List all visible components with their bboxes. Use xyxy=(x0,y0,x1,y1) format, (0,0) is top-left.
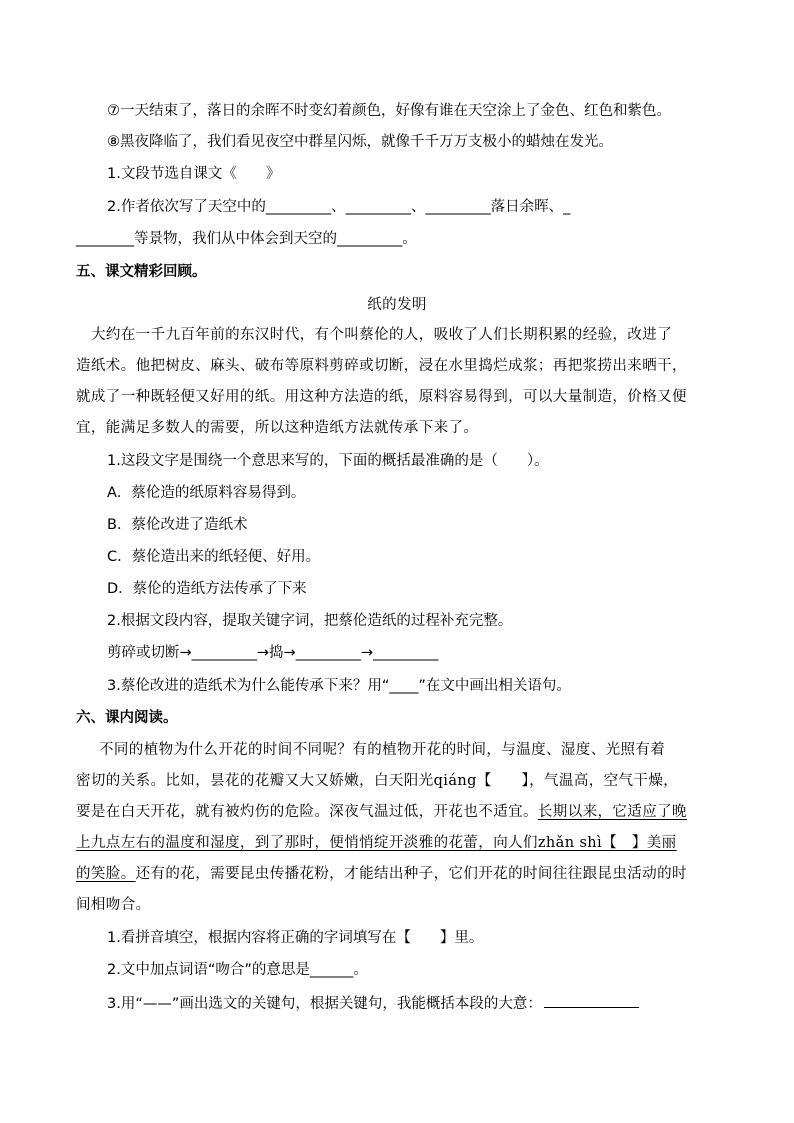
reading-line-2: 密切的关系。比如，昙花的花瓣又大又娇嫩，白天阳光qiáng【 】，气温高，空气干燥， xyxy=(76,773,679,789)
question-5-2: 2.根据文段内容，提取关键字词，把蔡伦造纸的过程补充完整。 xyxy=(107,613,513,629)
question-4-2-line2: ________等景物，我们从中体会到天空的_________。 xyxy=(76,231,417,247)
reading-line-4-key-sentence: 上九点左右的温度和湿度，到了那时，便悄悄绽开淡雅的花蕾，向人们zhǎn shì【 】美丽 xyxy=(76,835,677,851)
question-5-2-flow: 剪碎或切断→_________→捣→_________→_________ xyxy=(107,645,439,661)
reading-line-1: 不同的植物为什么开花的时间不同呢？有的植物开花的时间，与温度、湿度、光照有着 xyxy=(99,742,666,758)
passage-line-2: 造纸术。他把树皮、麻头、破布等原料剪碎或切断，浸在水里捣烂成浆；再把浆捞出来晒干， xyxy=(76,358,687,374)
question-6-1: 1.看拼音填空，根据内容将正确的字词填写在【 】里。 xyxy=(107,930,484,946)
question-4-2-line1: 2.作者依次写了天空中的_________、_________、_________落日余晖、_ xyxy=(107,199,571,215)
reading-line-6: 间相吻合。 xyxy=(76,897,151,913)
sentence-7: ⑦一天结束了，落日的余晖不时变幻着颜色，好像有谁在天空涂上了金色、红色和紫色。 xyxy=(107,103,671,119)
passage-line-1: 大约在一千九百年前的东汉时代，有个叫蔡伦的人，吸收了人们长期积累的经验，改进了 xyxy=(91,327,673,343)
question-4-1: 1.文段节选自课文《 》 xyxy=(107,166,281,182)
reading-line-3 xyxy=(76,802,687,822)
reading-line-5 xyxy=(76,864,687,884)
option-b: B．蔡伦改进了造纸术 xyxy=(107,517,248,533)
passage-line-3: 就成了一种既轻便又好用的纸。用这种方法造的纸，原料容易得到，可以大量制造，价格又便 xyxy=(76,389,687,405)
key-sentence-start: 长期以来，它适应了晚 xyxy=(537,804,687,820)
option-a: A．蔡伦造的纸原料容易得到。 xyxy=(107,485,306,501)
section-six-heading: 六、课内阅读。 xyxy=(76,710,178,726)
question-5-3: 3.蔡伦改进的造纸术为什么能传承下来？用“____”在文中画出相关语句。 xyxy=(107,678,571,694)
passage-line-4: 宜，能满足多数人的需要，所以这种造纸方法就传承下来了。 xyxy=(76,420,479,436)
reading-line-5-plain: 还有的花，需要昆虫传播花粉，才能结出种子，它们开花的时间往往跟昆虫活动的时 xyxy=(135,866,687,882)
option-d: D．蔡伦的造纸方法传承了下来 xyxy=(107,581,307,597)
question-6-3 xyxy=(107,993,639,1014)
question-5-1: 1.这段文字是围绕一个意思来写的，下面的概括最准确的是（ ）。 xyxy=(107,453,549,469)
key-sentence-end: 的笑脸。 xyxy=(76,866,136,882)
answer-blank-line[interactable] xyxy=(544,993,639,1008)
sentence-8: ⑧黑夜降临了，我们看见夜空中群星闪烁，就像千千万万支极小的蜡烛在发光。 xyxy=(107,134,613,150)
question-6-3-text: 3.用“——”画出选文的关键句，根据关键句，我能概括本段的大意： xyxy=(107,996,542,1012)
reading-line-3-plain: 要是在白天开花，就有被灼伤的危险。深夜气温过低，开花也不适宜。 xyxy=(76,804,538,820)
passage-title: 纸的发明 xyxy=(367,297,427,313)
question-6-2: 2.文中加点词语“吻合”的意思是______。 xyxy=(107,962,368,978)
option-c: C．蔡伦造出来的纸轻便、好用。 xyxy=(107,549,321,565)
section-five-heading: 五、课文精彩回顾。 xyxy=(76,264,207,280)
